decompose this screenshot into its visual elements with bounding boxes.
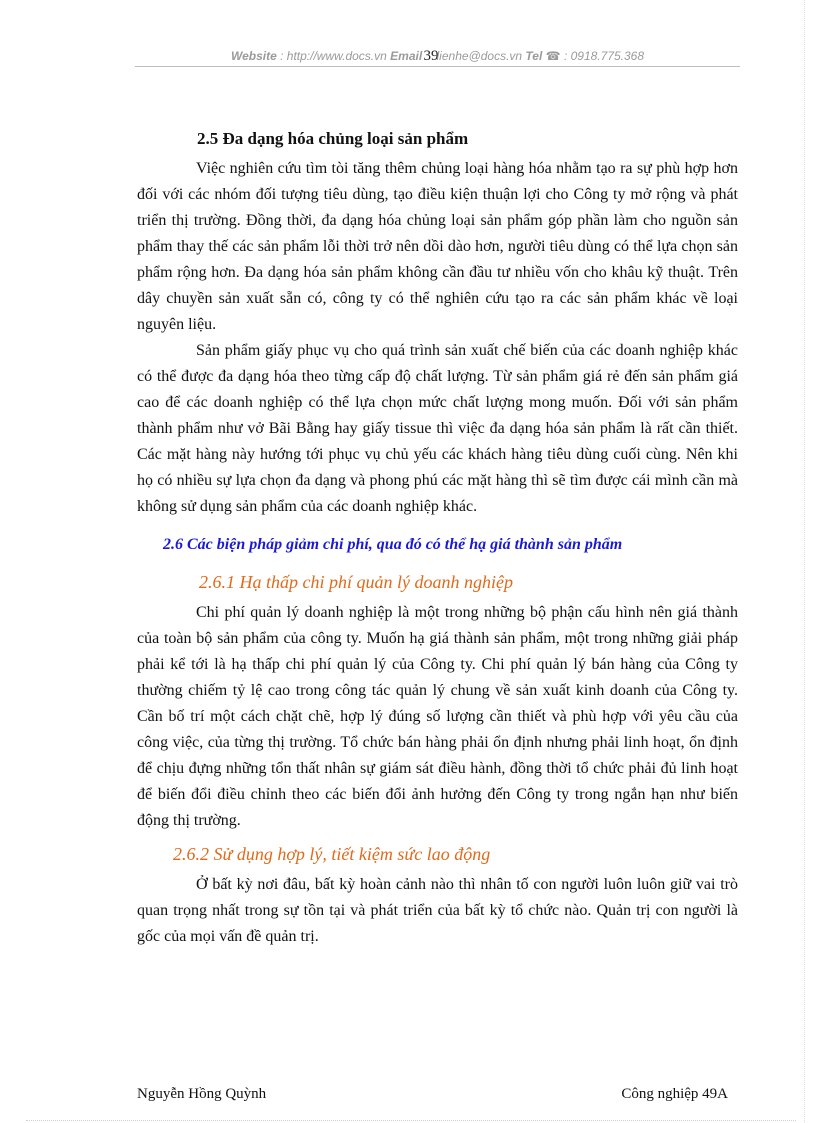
website-url: : http://www.docs.vn — [276, 49, 391, 63]
section-2-6-1-heading: 2.6.1 Hạ thấp chi phí quản lý doanh nghiệp — [199, 572, 513, 592]
tel-label: Tel — [525, 49, 543, 63]
section-2-5-heading: 2.5 Đa dạng hóa chủng loại sản phẩm — [197, 129, 469, 148]
section-2-6-2-heading: 2.6.2 Sử dụng hợp lý, tiết kiệm sức lao động — [173, 844, 491, 864]
page-number: 39 — [423, 48, 439, 64]
tel-number: ☎ : 0918.775.368 — [542, 49, 645, 63]
footer-class: Công nghiệp 49A — [621, 1086, 728, 1102]
page-footer — [137, 1086, 738, 1103]
section-2-5-paragraph-1: Việc nghiên cứu tìm tòi tăng thêm chủng loại hàng hóa nhằm tạo ra sự phù hợp hơn đối với các nhóm đối tượng tiêu dùng, tạo điều kiện thuận lợi cho Công ty mở rộng và phát triển thị trường. Đồng thời, đa dạng hóa chủng loại sản phẩm góp phần làm cho nguồn sản phẩm thay thế các sản phẩm lỗi thời trở nên dồi dào hơn, người tiêu dùng có thể lựa chọn sản phẩm rộng hơn. Đa dạng hóa sản phẩm không cần đầu tư nhiều vốn cho khâu kỹ thuật. Trên dây chuyền sản xuất sẵn có, công ty có thể nghiên cứu tạo ra các sản phẩm khác về loại nguyên liệu. — [137, 160, 738, 333]
footer-divider — [26, 1120, 796, 1121]
document-body — [137, 126, 738, 950]
header-divider — [135, 66, 740, 67]
section-2-6-heading: 2.6 Các biện pháp giảm chi phí, qua đó có thể hạ giá thành sản phẩm — [163, 536, 623, 553]
section-2-6-1-paragraph: Chi phí quản lý doanh nghiệp là một trong những bộ phận cấu hình nên giá thành của toàn bộ sản phẩm của công ty. Muốn hạ giá thành sản phẩm, một trong những giải pháp phải kể tới là hạ thấp chi phí quản lý của Công ty. Chi phí quản lý bán hàng của Công ty thường chiếm tỷ lệ cao trong công tác quản lý chung về sản xuất kinh doanh của Công ty. Cần bố trí một cách chặt chẽ, hợp lý đúng số lượng cần thiết và phù hợp với yêu cầu của công việc, của từng thị trường. Tổ chức bán hàng phải ổn định nhưng phải linh hoạt, ổn định để chịu đựng những tổn thất nhân sự giám sát điều hành, đồng thời tổ chức phải đủ linh hoạt để biến đổi điều chỉnh theo các biến đổi ảnh hưởng đến Công ty trong ngắn hạn như biến động thị trường. — [137, 604, 738, 829]
section-2-5-paragraph-2: Sản phẩm giấy phục vụ cho quá trình sản xuất chế biến của các doanh nghiệp khác có thể được đa dạng hóa theo từng cấp độ chất lượng. Từ sản phẩm giá rẻ đến sản phẩm giá cao để các doanh nghiệp có thể lựa chọn mức chất lượng mong muốn. Đối với sản phẩm thành phẩm như vở Bãi Bằng hay giấy tissue thì việc đa dạng hóa sản phẩm là rất cần thiết. Các mặt hàng này hướng tới phục vụ chủ yếu các khách hàng tiêu dùng cuối cùng. Nên khi họ có nhiều sự lựa chọn đa dạng và phong phú các mặt hàng thì sẽ tìm được cái mình cần mà không sử dụng sản phẩm của các doanh nghiệp khác. — [137, 342, 738, 515]
footer-author: Nguyễn Hồng Quỳnh — [137, 1086, 267, 1102]
website-label: Website — [230, 49, 277, 63]
page-header — [135, 48, 740, 65]
section-2-6-2-paragraph: Ở bất kỳ nơi đâu, bất kỳ hoàn cảnh nào thì nhân tố con người luôn luôn giữ vai trò quan trọng nhất trong sự tồn tại và phát triển của bất kỳ tổ chức nào. Quản trị con người là gốc của mọi vấn đề quản trị. — [137, 876, 738, 945]
email-label: Email — [390, 49, 423, 63]
page-edge-divider — [804, 0, 805, 1123]
email-address: lienhe@docs.vn — [436, 49, 526, 63]
